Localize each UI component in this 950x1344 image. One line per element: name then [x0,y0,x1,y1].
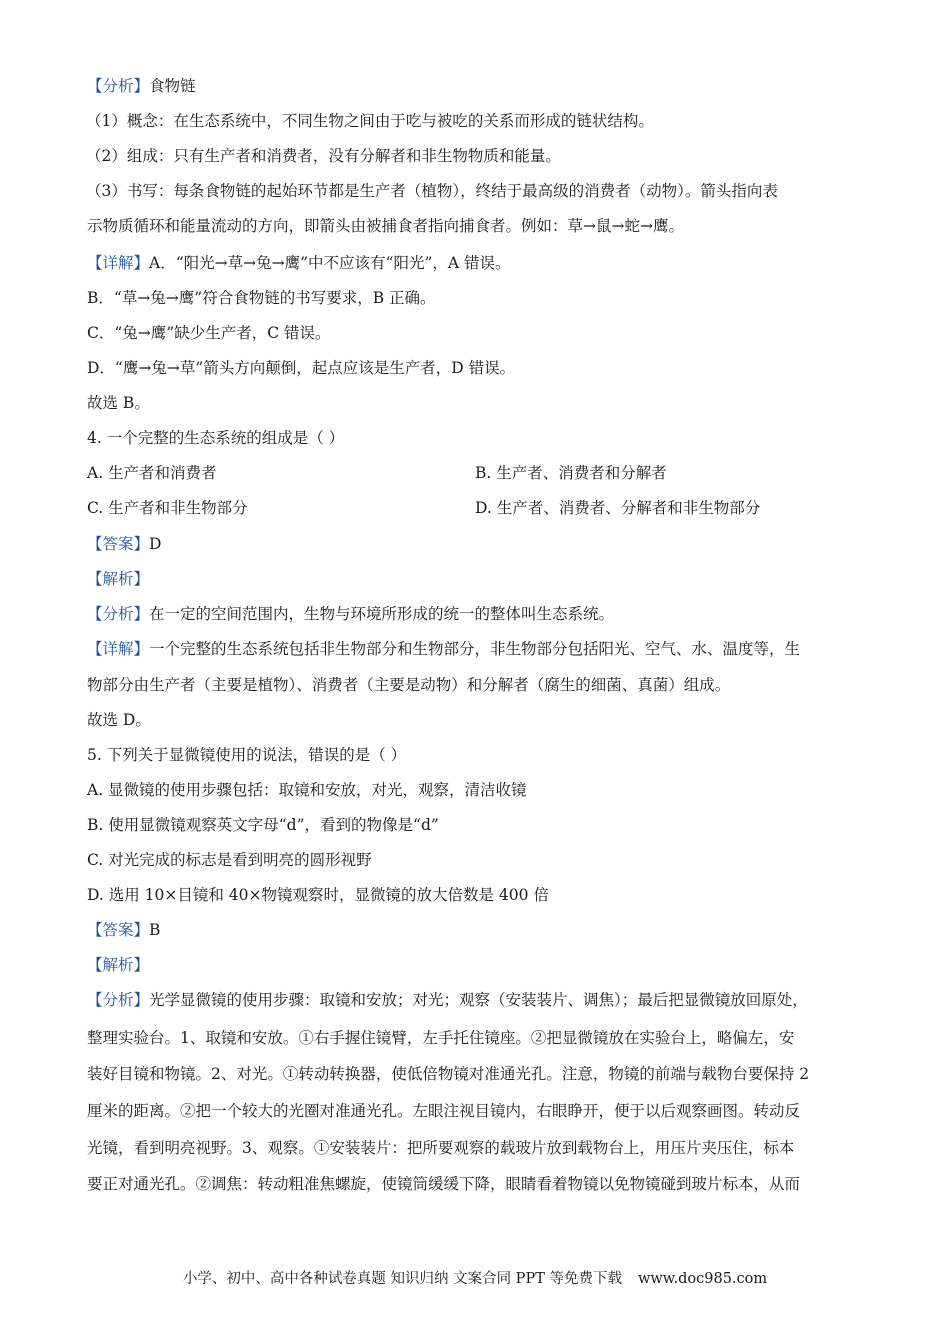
analysis-text: 在一定的空间范围内，生物与环境所形成的统一的整体叫生态系统。 [149,605,615,623]
q4-jiexi-heading [87,569,149,589]
detail-tag: 【详解】 [87,640,150,658]
q4-choose: 故选 D。 [87,711,151,729]
q3-detail-a [87,253,511,273]
q3-composition-line: （2）组成：只有生产者和消费者，没有分解者和非生物物质和能量。 [86,147,561,165]
q5-analysis-6: 要正对通光孔。②调焦：转动粗准焦螺旋，使镜筒缓缓下降，眼睛看着物镜以免物镜碰到玻片标本，从而 [87,1175,801,1193]
analysis-text: 光学显微镜的使用步骤：取镜和安放；对光；观察（安装装片、调焦）；最后把显微镜放回原处， [149,991,808,1009]
q3-writing-line-1: （3）书写：每条食物链的起始环节都是生产者（植物），终结于最高级的消费者（动物）。箭头指向表 [86,182,778,200]
detail-tag: 【详解】 [87,254,150,272]
q3-analysis-heading [87,76,196,96]
detail-a-text: A．“阳光→草→兔→鹰”中不应该有“阳光”，A 错误。 [149,254,511,272]
answer-value: D [149,535,162,553]
answer-value: B [149,921,161,939]
q5-option-a: A. 显微镜的使用步骤包括：取镜和安放，对光，观察，清洁收镜 [87,781,527,799]
q5-analysis-3: 装好目镜和物镜。2、对光。①转动转换器，使低倍物镜对准通光孔。注意，物镜的前端与载物台要保持 2 [87,1065,810,1083]
answer-tag: 【答案】 [87,535,150,553]
q3-detail-d: D．“鹰→兔→草”箭头方向颠倒，起点应该是生产者，D 错误。 [87,359,516,377]
q4-detail-1 [87,639,800,659]
q5-option-d: D. 选用 10×目镜和 40×物镜观察时，显微镜的放大倍数是 400 倍 [87,886,549,904]
q5-analysis-1 [87,990,808,1010]
q5-analysis-5: 光镜，看到明亮视野。3、观察。①安装装片：把所要观察的载玻片放到载物台上，用压片夹压住，标本 [87,1139,795,1157]
q4-stem: 4. 一个完整的生态系统的组成是（ ） [87,429,345,447]
q3-detail-c: C．“兔→鹰”缺少生产者，C 错误。 [87,324,331,342]
q4-detail-2: 物部分由生产者（主要是植物）、消费者（主要是动物）和分解者（腐生的细菌、真菌）组成。 [87,676,731,694]
page-footer [0,1270,950,1288]
footer-link[interactable]: www.doc985.com [637,1271,768,1287]
q4-option-b: B. 生产者、消费者和分解者 [475,464,667,482]
q5-option-b: B. 使用显微镜观察英文字母“d”，看到的物像是“d” [87,816,439,834]
footer-text: 小学、初中、高中各种试卷真题 知识归纳 文案合同 PPT 等免费下载 [182,1271,622,1287]
analysis-tag: 【分析】 [87,991,150,1009]
q5-stem: 5. 下列关于显微镜使用的说法，错误的是（ ） [87,746,407,764]
jiexi-tag: 【解析】 [87,570,150,588]
analysis-topic: 食物链 [149,77,196,95]
jiexi-tag: 【解析】 [87,956,150,974]
q5-analysis-4: 厘米的距离。②把一个较大的光圈对准通光孔。左眼注视目镜内，右眼睁开，便于以后观察画图。转动反 [87,1102,801,1120]
q3-choose: 故选 B。 [87,394,150,412]
q5-answer [87,920,160,940]
q4-option-d: D. 生产者、消费者、分解者和非生物部分 [475,499,761,517]
q4-option-c: C. 生产者和非生物部分 [87,499,248,517]
q5-jiexi-heading [87,955,149,975]
answer-tag: 【答案】 [87,921,150,939]
q5-option-c: C. 对光完成的标志是看到明亮的圆形视野 [87,851,372,869]
q4-option-a: A. 生产者和消费者 [87,464,217,482]
analysis-tag: 【分析】 [87,77,150,95]
analysis-tag: 【分析】 [87,605,150,623]
q4-answer [87,534,161,554]
detail-text: 一个完整的生态系统包括非生物部分和生物部分，非生物部分包括阳光、空气、水、温度等，生 [149,640,801,658]
q3-concept-line: （1）概念：在生态系统中，不同生物之间由于吃与被吃的关系而形成的链状结构。 [86,112,654,130]
q4-analysis [87,604,614,624]
q3-detail-b: B．“草→兔→鹰”符合食物链的书写要求，B 正确。 [87,289,436,307]
q3-writing-line-2: 示物质循环和能量流动的方向，即箭头由被捕食者指向捕食者。例如：草→鼠→蛇→鹰。 [87,217,684,235]
q5-analysis-2: 整理实验台。1、取镜和安放。①右手握住镜臂，左手托住镜座。②把显微镜放在实验台上，略偏左，安 [87,1029,795,1047]
